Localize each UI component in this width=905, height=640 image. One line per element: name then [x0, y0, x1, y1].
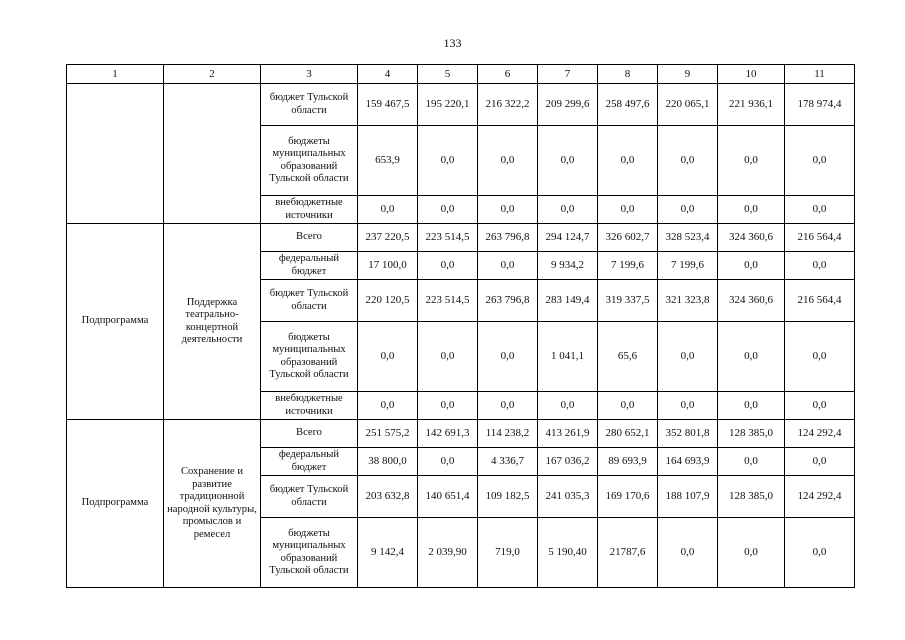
value-cell: 7 199,6 — [598, 252, 658, 280]
value-cell: 0,0 — [598, 126, 658, 196]
value-cell: 9 142,4 — [358, 518, 418, 588]
header-cell: 8 — [598, 65, 658, 84]
value-cell: 0,0 — [478, 322, 538, 392]
header-cell: 9 — [658, 65, 718, 84]
value-cell: 0,0 — [718, 392, 785, 420]
value-cell: 223 514,5 — [418, 280, 478, 322]
header-cell: 3 — [261, 65, 358, 84]
value-cell: 195 220,1 — [418, 84, 478, 126]
value-cell: 0,0 — [658, 518, 718, 588]
value-cell: 0,0 — [658, 196, 718, 224]
value-cell: 178 974,4 — [785, 84, 855, 126]
value-cell: 0,0 — [785, 322, 855, 392]
empty-name-cell — [164, 84, 261, 224]
value-cell: 0,0 — [418, 392, 478, 420]
table-row — [67, 420, 855, 448]
value-cell: 0,0 — [358, 322, 418, 392]
source-cell: бюджет Тульской области — [261, 476, 358, 518]
value-cell: 0,0 — [785, 392, 855, 420]
value-cell: 220 120,5 — [358, 280, 418, 322]
source-cell: бюджеты муниципальных образований Тульской области — [261, 126, 358, 196]
value-cell: 216 564,4 — [785, 224, 855, 252]
value-cell: 0,0 — [478, 196, 538, 224]
header-cell: 11 — [785, 65, 855, 84]
value-cell: 0,0 — [785, 518, 855, 588]
value-cell: 89 693,9 — [598, 448, 658, 476]
value-cell: 241 035,3 — [538, 476, 598, 518]
source-cell: федеральный бюджет — [261, 448, 358, 476]
header-cell: 10 — [718, 65, 785, 84]
value-cell: 159 467,5 — [358, 84, 418, 126]
subprogram-name-cell: Сохранение и развитие традиционной народной культуры, промыслов и ремесел — [164, 420, 261, 588]
source-cell: федеральный бюджет — [261, 252, 358, 280]
header-cell: 6 — [478, 65, 538, 84]
header-cell: 2 — [164, 65, 261, 84]
value-cell: 164 693,9 — [658, 448, 718, 476]
value-cell: 0,0 — [718, 518, 785, 588]
value-cell: 216 322,2 — [478, 84, 538, 126]
value-cell: 0,0 — [478, 392, 538, 420]
table-row — [67, 84, 855, 126]
value-cell: 0,0 — [718, 252, 785, 280]
value-cell: 280 652,1 — [598, 420, 658, 448]
value-cell: 0,0 — [418, 448, 478, 476]
value-cell: 653,9 — [358, 126, 418, 196]
header-cell: 4 — [358, 65, 418, 84]
page-number: 133 — [443, 36, 462, 50]
value-cell: 38 800,0 — [358, 448, 418, 476]
budget-table — [66, 64, 855, 588]
value-cell: 65,6 — [598, 322, 658, 392]
source-cell: внебюджетные источники — [261, 392, 358, 420]
value-cell: 0,0 — [538, 126, 598, 196]
source-cell: внебюджетные источники — [261, 196, 358, 224]
value-cell: 5 190,40 — [538, 518, 598, 588]
subprogram-type-cell: Подпрограмма — [67, 224, 164, 420]
source-cell: Всего — [261, 420, 358, 448]
value-cell: 0,0 — [418, 322, 478, 392]
value-cell: 263 796,8 — [478, 224, 538, 252]
value-cell: 209 299,6 — [538, 84, 598, 126]
value-cell: 114 238,2 — [478, 420, 538, 448]
value-cell: 0,0 — [538, 392, 598, 420]
value-cell: 9 934,2 — [538, 252, 598, 280]
source-cell: бюджеты муниципальных образований Тульской области — [261, 322, 358, 392]
value-cell: 719,0 — [478, 518, 538, 588]
value-cell: 169 170,6 — [598, 476, 658, 518]
value-cell: 294 124,7 — [538, 224, 598, 252]
value-cell: 124 292,4 — [785, 476, 855, 518]
value-cell: 216 564,4 — [785, 280, 855, 322]
value-cell: 7 199,6 — [658, 252, 718, 280]
value-cell: 324 360,6 — [718, 224, 785, 252]
value-cell: 0,0 — [658, 322, 718, 392]
value-cell: 0,0 — [418, 196, 478, 224]
value-cell: 0,0 — [418, 126, 478, 196]
value-cell: 124 292,4 — [785, 420, 855, 448]
value-cell: 0,0 — [478, 252, 538, 280]
source-cell: бюджет Тульской области — [261, 280, 358, 322]
subprogram-type-cell: Подпрограмма — [67, 420, 164, 588]
value-cell: 0,0 — [785, 448, 855, 476]
value-cell: 0,0 — [658, 392, 718, 420]
table-row — [67, 224, 855, 252]
value-cell: 321 323,8 — [658, 280, 718, 322]
subprogram-name-cell: Поддержка театрально-концертной деятельности — [164, 224, 261, 420]
header-cell: 7 — [538, 65, 598, 84]
value-cell: 0,0 — [358, 392, 418, 420]
value-cell: 167 036,2 — [538, 448, 598, 476]
value-cell: 413 261,9 — [538, 420, 598, 448]
value-cell: 203 632,8 — [358, 476, 418, 518]
value-cell: 0,0 — [718, 322, 785, 392]
value-cell: 0,0 — [598, 196, 658, 224]
value-cell: 263 796,8 — [478, 280, 538, 322]
value-cell: 0,0 — [538, 196, 598, 224]
value-cell: 283 149,4 — [538, 280, 598, 322]
value-cell: 220 065,1 — [658, 84, 718, 126]
value-cell: 0,0 — [358, 196, 418, 224]
value-cell: 223 514,5 — [418, 224, 478, 252]
value-cell: 221 936,1 — [718, 84, 785, 126]
header-cell: 5 — [418, 65, 478, 84]
value-cell: 142 691,3 — [418, 420, 478, 448]
value-cell: 237 220,5 — [358, 224, 418, 252]
value-cell: 0,0 — [418, 252, 478, 280]
value-cell: 328 523,4 — [658, 224, 718, 252]
value-cell: 21787,6 — [598, 518, 658, 588]
empty-type-cell — [67, 84, 164, 224]
value-cell: 188 107,9 — [658, 476, 718, 518]
value-cell: 251 575,2 — [358, 420, 418, 448]
header-row — [67, 65, 855, 84]
source-cell: бюджет Тульской области — [261, 84, 358, 126]
value-cell: 140 651,4 — [418, 476, 478, 518]
value-cell: 0,0 — [718, 126, 785, 196]
value-cell: 0,0 — [785, 252, 855, 280]
source-cell: бюджеты муниципальных образований Тульской области — [261, 518, 358, 588]
value-cell: 0,0 — [785, 126, 855, 196]
value-cell: 258 497,6 — [598, 84, 658, 126]
source-cell: Всего — [261, 224, 358, 252]
value-cell: 109 182,5 — [478, 476, 538, 518]
header-cell: 1 — [67, 65, 164, 84]
value-cell: 128 385,0 — [718, 420, 785, 448]
value-cell: 324 360,6 — [718, 280, 785, 322]
value-cell: 0,0 — [785, 196, 855, 224]
value-cell: 4 336,7 — [478, 448, 538, 476]
value-cell: 0,0 — [658, 126, 718, 196]
value-cell: 0,0 — [598, 392, 658, 420]
value-cell: 319 337,5 — [598, 280, 658, 322]
value-cell: 128 385,0 — [718, 476, 785, 518]
value-cell: 1 041,1 — [538, 322, 598, 392]
value-cell: 0,0 — [718, 448, 785, 476]
value-cell: 2 039,90 — [418, 518, 478, 588]
value-cell: 0,0 — [478, 126, 538, 196]
value-cell: 17 100,0 — [358, 252, 418, 280]
value-cell: 0,0 — [718, 196, 785, 224]
value-cell: 326 602,7 — [598, 224, 658, 252]
value-cell: 352 801,8 — [658, 420, 718, 448]
